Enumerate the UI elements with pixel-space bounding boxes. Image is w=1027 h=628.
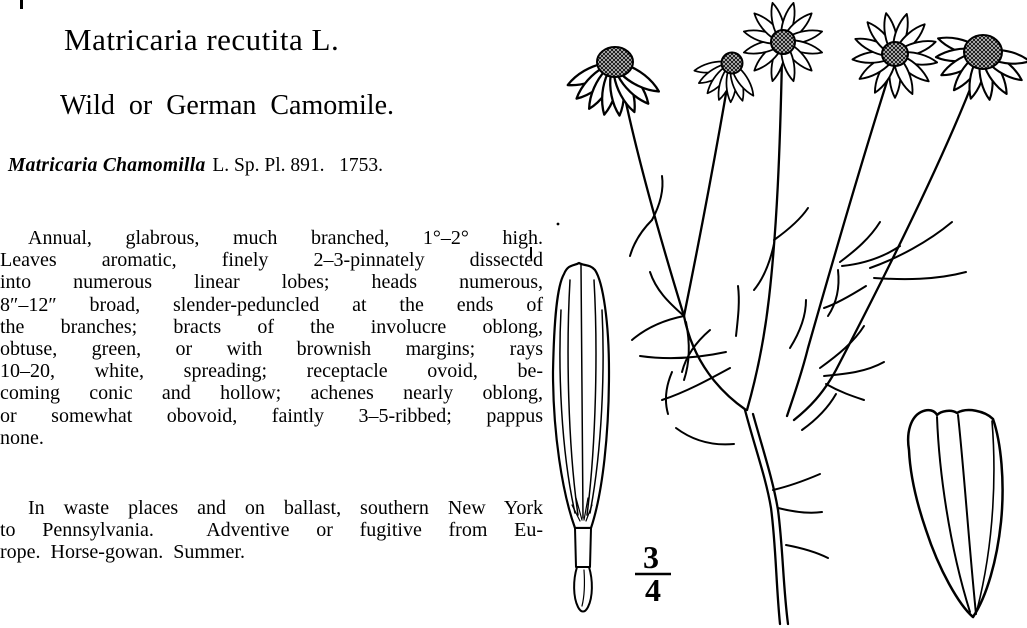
scale-fraction-denominator: 4 [645,572,661,608]
common-name: Wild or German Camomile. [60,90,395,121]
flower-head-1 [565,47,662,116]
plant-stems [622,58,976,624]
description-line: obtuse, green, or with brownish margins; rays [0,338,543,361]
flower-disk [597,47,633,77]
description-line: Leaves aromatic, finely 2–3-pinnately dissected [0,249,543,272]
plant-leaves [630,176,966,558]
scan-artifact-mark [20,0,23,9]
flower-disk [964,35,1002,69]
habitat-line: In waste places and on ballast, southern New York [28,497,543,519]
synonym-reference: L. Sp. Pl. 891. 1753. [212,155,384,176]
habitat-line: to Pennsylvania. Adventive or fugitive from Eu- [0,519,543,542]
description-line: none. [0,426,44,449]
habitat-line: rope. Horse-gowan. Summer. [0,541,245,564]
description-paragraph [0,227,543,449]
flower-head-5 [935,33,1027,101]
description-line: 8″–12″ broad, slender-peduncled at the ends of [0,293,543,316]
botanical-illustration [540,0,1027,628]
synonym-citation [8,155,543,177]
flower-head-4 [852,12,938,98]
description-line: the branches; bracts of the involucre oblong, [0,315,543,338]
scale-fraction [635,539,671,608]
species-title: Matricaria recutita L. [64,22,340,57]
description-line: into numerous linear lobes; heads numerous, [0,271,543,294]
description-line: 10–20, white, spreading; receptacle ovoid, be- [0,360,543,383]
achene-detail [908,410,1002,617]
scan-speck [557,223,560,226]
flower-disk [722,53,743,74]
scale-fraction-numerator: 3 [643,539,659,575]
habitat-paragraph [0,497,543,564]
description-line: or somewhat obovoid, faintly 3–5-ribbed; pappus [0,404,543,427]
ray-floret-detail [553,223,609,612]
synonym-species-name: Matricaria Chamomilla [8,155,206,176]
flower-disk [771,30,795,54]
flower-disk [882,42,908,66]
description-line: coming conic and hollow; achenes nearly oblong, [0,382,543,405]
flower-head-3 [743,2,824,83]
description-line: Annual, glabrous, much branched, 1°–2° high. [28,227,543,249]
